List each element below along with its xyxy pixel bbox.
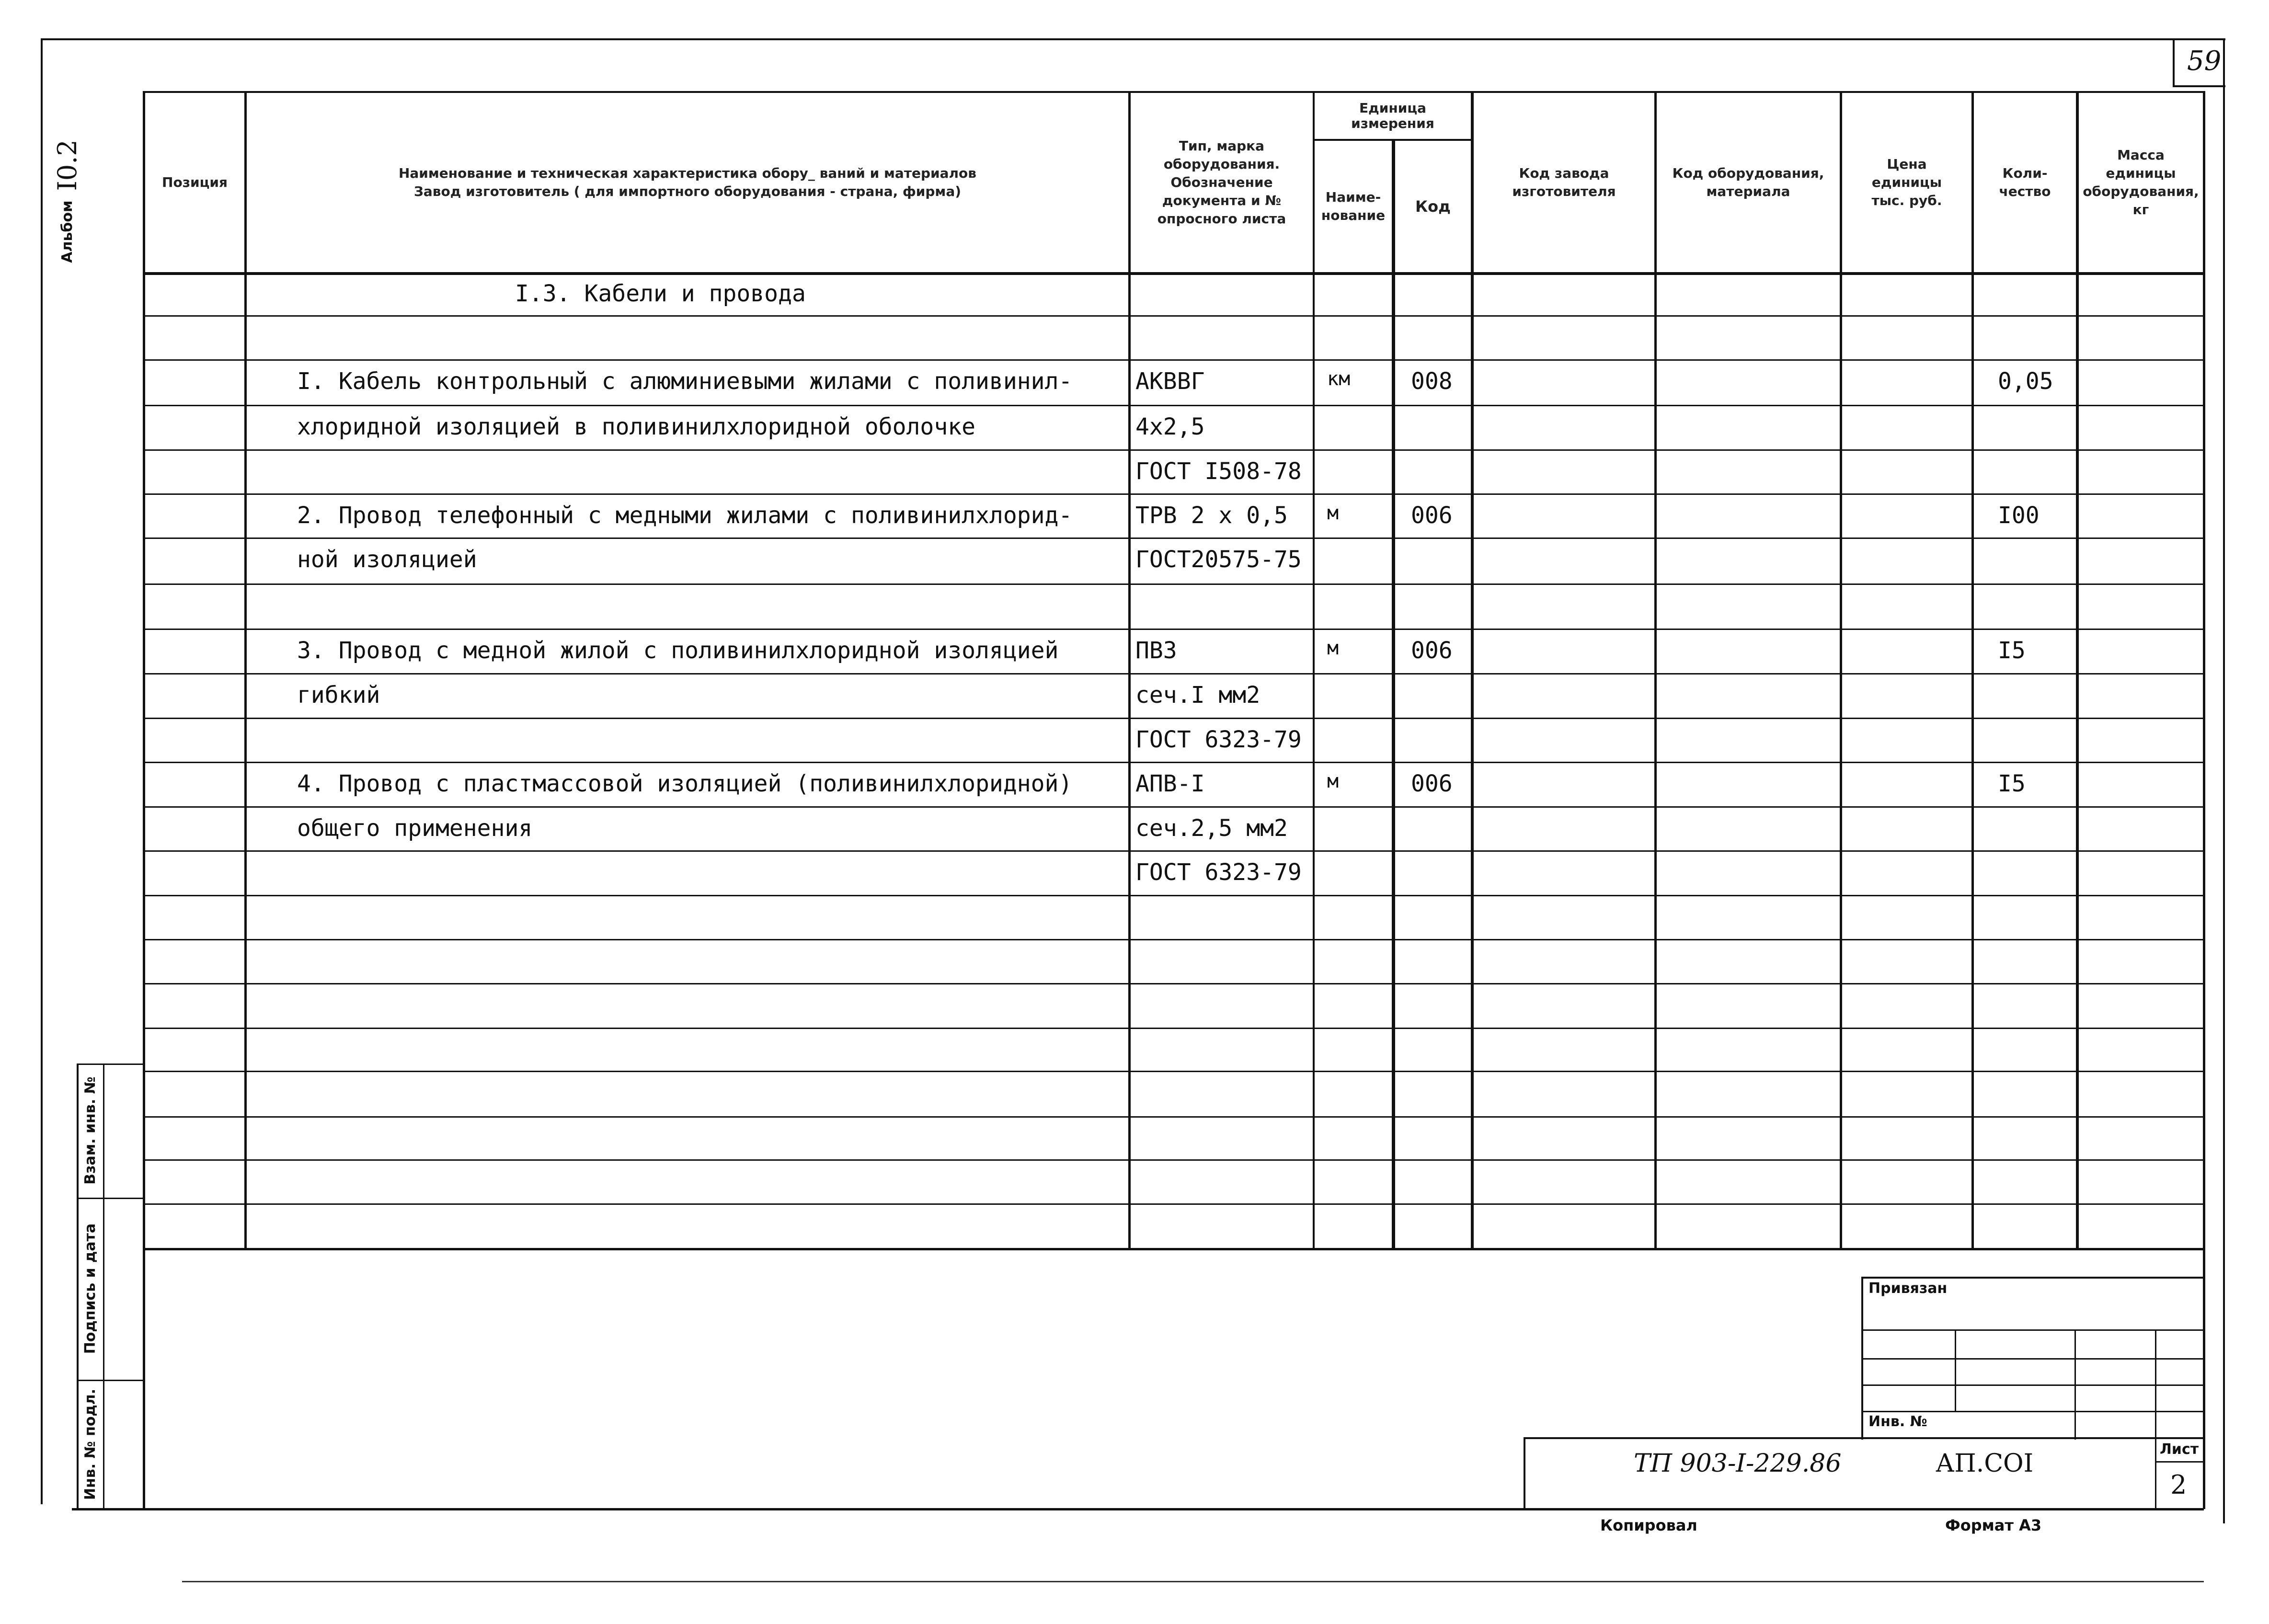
table-right <box>2203 91 2205 1509</box>
row-line <box>143 1116 2203 1118</box>
row-name: 2. Провод телефонный с медными жилами с поливинилхлорид- <box>297 502 1073 529</box>
header-position: Позиция <box>162 174 228 190</box>
row-qty: I5 <box>1998 770 2026 797</box>
header-type: Тип, марка оборудования. Обозначение документа и № опросного листа <box>1157 138 1286 227</box>
header-name-line2: Завод изготовитель ( для импортного оборудования - страна, фирма) <box>413 183 962 199</box>
desig-top <box>1524 1437 2204 1439</box>
row-code: 006 <box>1411 770 1453 797</box>
header-quantity: Коли- чество <box>1999 165 2051 199</box>
side-inv-podl: Инв. № подл. <box>81 1388 99 1500</box>
album-value: I0.2 <box>52 139 82 191</box>
priv-line3 <box>1861 1384 2204 1386</box>
row-type: ГОСТ20575-75 <box>1135 546 1302 573</box>
side-stamp-div1 <box>77 1198 144 1199</box>
header-unit-group: Единица измерения <box>1351 100 1434 131</box>
row-type: АКВВГ <box>1135 368 1205 395</box>
row-type: ГОСТ 6323-79 <box>1135 726 1302 753</box>
row-line <box>143 673 2203 675</box>
privyazan-label: Привязан <box>1868 1280 1948 1297</box>
priv-line2 <box>1861 1358 2204 1360</box>
header-equipment: Код оборудования, материала <box>1672 165 1824 199</box>
header-mass: Масса единицы оборудования, кг <box>2083 147 2199 217</box>
header-name-line1: Наименование и техническая характеристика обору_ ваний и материалов <box>398 165 977 181</box>
row-line <box>143 983 2203 984</box>
list-label: Лист <box>2160 1441 2199 1458</box>
header-factory: Код завода изготовителя <box>1512 165 1616 199</box>
row-line <box>143 762 2203 763</box>
row-line <box>143 1203 2203 1205</box>
row-code: 006 <box>1411 502 1453 529</box>
table-left <box>143 91 145 1509</box>
row-type: ТРВ 2 х 0,5 <box>1135 502 1288 529</box>
row-line <box>143 449 2203 451</box>
frame-left <box>41 38 43 1504</box>
frame-bottom <box>72 1508 2204 1510</box>
row-type: 4х2,5 <box>1135 413 1205 440</box>
row-name: общего применения <box>297 815 533 842</box>
row-line <box>143 718 2203 719</box>
trim-line <box>182 1581 2204 1582</box>
row-code: 006 <box>1411 637 1453 664</box>
desig-list-sep <box>2155 1437 2156 1509</box>
desig-list-line <box>2155 1461 2204 1463</box>
row-line <box>143 359 2203 361</box>
row-type: сеч.2,5 мм2 <box>1135 815 1288 842</box>
row-unit: м <box>1327 770 1339 792</box>
side-stamp-div2 <box>77 1380 144 1381</box>
priv-col3 <box>2155 1329 2156 1440</box>
row-name: хлоридной изоляцией в поливинилхлоридной оболочке <box>297 413 976 440</box>
side-stamp-inner <box>103 1064 104 1509</box>
row-type: ГОСТ 6323-79 <box>1135 859 1302 886</box>
row-type: ГОСТ I508-78 <box>1135 458 1302 485</box>
row-name: ной изоляцией <box>297 546 477 573</box>
priv-col2 <box>2074 1329 2076 1440</box>
row-line <box>143 538 2203 539</box>
row-name: 3. Провод с медной жилой с поливинилхлоридной изоляцией <box>297 637 1059 664</box>
row-line <box>143 1071 2203 1072</box>
frame-top <box>41 38 2225 40</box>
page-number: 59 <box>2187 46 2222 77</box>
section-title: I.3. Кабели и провода <box>515 280 806 307</box>
list-value: 2 <box>2170 1470 2187 1500</box>
row-line <box>143 315 2203 317</box>
row-type: сеч.I мм2 <box>1135 682 1261 709</box>
row-name: I. Кабель контрольный с алюминиевыми жилами с поливинил- <box>297 368 1073 395</box>
row-unit: м <box>1327 637 1339 659</box>
col-line-4 <box>1392 139 1395 1250</box>
priv-top <box>1861 1277 2204 1279</box>
sheet-code: АП.СОI <box>1936 1449 2034 1478</box>
priv-line4 <box>1861 1411 2204 1412</box>
format-label: Формат А3 <box>1945 1516 2042 1534</box>
row-unit: км <box>1327 368 1351 390</box>
row-qty: I00 <box>1998 502 2040 529</box>
side-podpis: Подпись и дата <box>81 1223 99 1354</box>
frame-right <box>2223 38 2225 1523</box>
row-line <box>143 895 2203 896</box>
row-code: 008 <box>1411 368 1453 395</box>
inv-no-label: Инв. № <box>1868 1413 1927 1430</box>
row-line <box>143 806 2203 808</box>
album-label-text: Альбом <box>58 200 76 263</box>
header-unit-code: Код <box>1415 197 1451 216</box>
header-bottom <box>143 272 2203 275</box>
row-qty: 0,05 <box>1998 368 2053 395</box>
designation: ТП 903-I-229.86 <box>1634 1449 1842 1478</box>
row-type: АПВ-I <box>1135 770 1205 797</box>
side-vzam: Взам. инв. № <box>81 1076 99 1185</box>
page-box-bottom <box>2173 85 2225 87</box>
row-name: 4. Провод с пластмассовой изоляцией (поливинилхлоридной) <box>297 770 1073 797</box>
row-line <box>143 405 2203 406</box>
table-bottom <box>143 1248 2203 1250</box>
row-name: гибкий <box>297 682 380 709</box>
page-box-left <box>2173 38 2175 86</box>
row-line <box>143 493 2203 495</box>
row-line <box>143 1028 2203 1029</box>
priv-col1 <box>1955 1329 1956 1411</box>
header-unit-name: Наиме- нование <box>1321 189 1386 223</box>
row-type: ПВ3 <box>1135 637 1177 664</box>
side-stamp-top <box>77 1064 144 1065</box>
row-line <box>143 583 2203 585</box>
header-name <box>247 93 1128 272</box>
copied-label: Копировал <box>1600 1516 1697 1534</box>
row-line <box>143 1159 2203 1161</box>
row-unit: м <box>1327 502 1339 524</box>
desig-left <box>1524 1437 1525 1509</box>
header-price: Цена единицы тыс. руб. <box>1871 156 1942 208</box>
row-line <box>143 629 2203 630</box>
priv-line1 <box>1861 1329 2204 1331</box>
row-line <box>143 939 2203 940</box>
row-qty: I5 <box>1998 637 2026 664</box>
album-label <box>50 139 84 263</box>
row-line <box>143 850 2203 852</box>
